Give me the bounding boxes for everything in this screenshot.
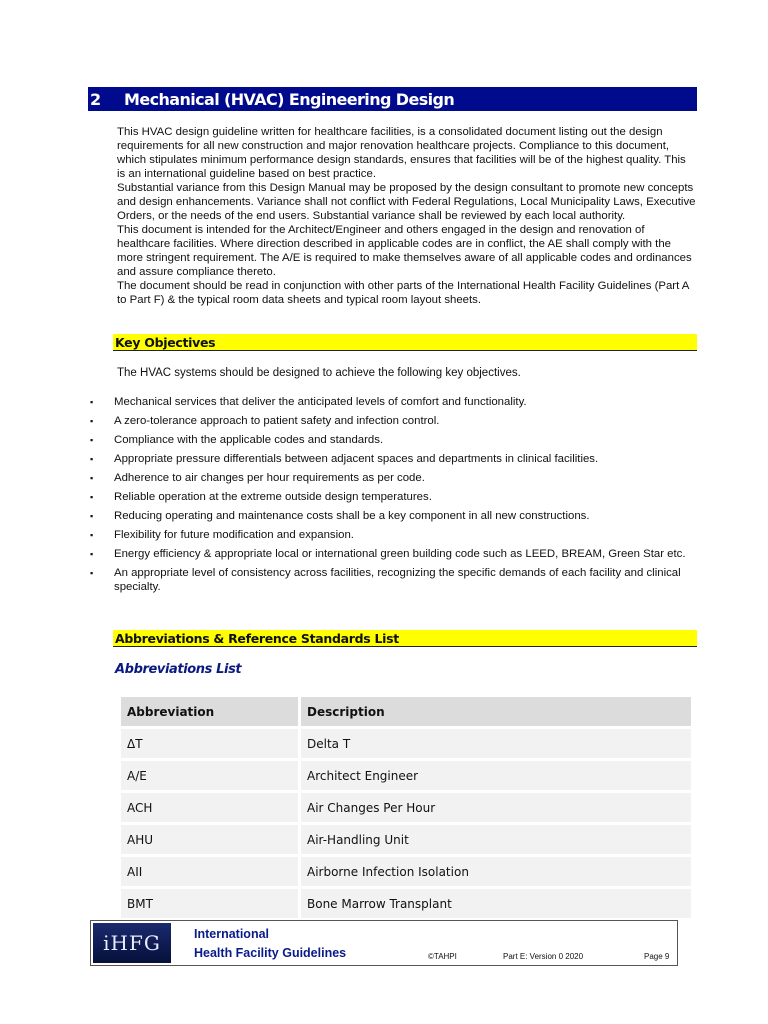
table-row <box>121 889 691 918</box>
bullet-icon: ▪ <box>90 473 94 483</box>
description-cell: Bone Marrow Transplant <box>301 889 691 918</box>
bullet-icon: ▪ <box>90 435 94 445</box>
description-cell: Architect Engineer <box>301 761 691 790</box>
objectives-list <box>90 395 690 599</box>
intro-text <box>117 125 697 307</box>
intro-paragraph: This HVAC design guideline written for healthcare facilities, is a consolidated document listing out the design requirements for all new construction and major renovation healthcare projects. Compliance to this document, which stipulates minimum performance design standards, ensures that facilities will be of the highest quality. This is an international guideline based on best practice. <box>117 126 686 180</box>
abbreviation-cell: AHU <box>121 825 298 854</box>
footer-part-version: Part E: Version 0 2020 <box>503 952 584 961</box>
list-item <box>90 433 690 447</box>
column-header-abbreviation: Abbreviation <box>121 697 298 726</box>
list-item-text: Compliance with the applicable codes and standards. <box>114 434 384 446</box>
abbreviation-cell: BMT <box>121 889 298 918</box>
abbreviation-cell: A/E <box>121 761 298 790</box>
list-item-text: Adherence to air changes per hour requirements as per code. <box>114 472 425 484</box>
list-item-text: Energy efficiency & appropriate local or international green building code such as LEED, BREAM, Green Star etc. <box>114 548 686 560</box>
description-cell: Air-Handling Unit <box>301 825 691 854</box>
table-header-row <box>121 697 691 726</box>
list-item <box>90 452 690 466</box>
page-footer <box>90 920 678 966</box>
abbreviation-cell: ACH <box>121 793 298 822</box>
footer-org-line1: International <box>194 927 270 941</box>
list-item-text: Appropriate pressure differentials between adjacent spaces and departments in clinical facilities. <box>114 453 599 465</box>
section-title: Mechanical (HVAC) Engineering Design <box>124 89 455 109</box>
abbreviations-heading: Abbreviations & Reference Standards List <box>113 630 697 647</box>
table-row <box>121 729 691 758</box>
bullet-icon: ▪ <box>90 397 94 407</box>
bullet-icon: ▪ <box>90 454 94 464</box>
footer-org-line2: Health Facility Guidelines <box>194 946 347 960</box>
list-item <box>90 490 690 504</box>
bullet-icon: ▪ <box>90 492 94 502</box>
abbreviations-table <box>118 694 694 921</box>
footer-copyright: ©TAHPI <box>428 952 457 961</box>
table-row <box>121 793 691 822</box>
bullet-icon: ▪ <box>90 549 94 559</box>
ihfg-logo: iHFG <box>93 923 171 963</box>
list-item-text: An appropriate level of consistency across facilities, recognizing the specific demands of each facility and clinical specialty. <box>114 567 681 593</box>
abbreviation-cell: AII <box>121 857 298 886</box>
bullet-icon: ▪ <box>90 568 94 578</box>
abbreviation-cell: ΔT <box>121 729 298 758</box>
key-objectives-heading: Key Objectives <box>113 334 697 351</box>
list-item <box>90 414 690 428</box>
list-item <box>90 471 690 485</box>
table-row <box>121 761 691 790</box>
key-objectives-lead: The HVAC systems should be designed to achieve the following key objectives. <box>117 367 521 379</box>
list-item-text: Reducing operating and maintenance costs shall be a key component in all new constructions. <box>114 510 590 522</box>
intro-paragraph: The document should be read in conjunction with other parts of the International Health Facility Guidelines (Part A to Part F) & the typical room data sheets and typical room layout sheets. <box>117 280 689 306</box>
list-item <box>90 566 690 594</box>
bullet-icon: ▪ <box>90 416 94 426</box>
section-number: 2 <box>90 89 102 109</box>
table-row <box>121 825 691 854</box>
list-item <box>90 395 690 409</box>
description-cell: Delta T <box>301 729 691 758</box>
description-cell: Air Changes Per Hour <box>301 793 691 822</box>
list-item-text: Flexibility for future modification and expansion. <box>114 529 354 541</box>
list-item <box>90 509 690 523</box>
intro-paragraph: This document is intended for the Architect/Engineer and others engaged in the design and renovation of healthcare facilities. Where direction described in applicable codes are in conflict, the AE shall comply with the more stringent requirement. The A/E is required to make themselves aware of all applicable codes and ordinances and assure compliance thereto. <box>117 224 692 278</box>
list-item-text: A zero-tolerance approach to patient safety and infection control. <box>114 415 440 427</box>
list-item-text: Reliable operation at the extreme outside design temperatures. <box>114 491 432 503</box>
list-item-text: Mechanical services that deliver the anticipated levels of comfort and functionality. <box>114 396 527 408</box>
list-item <box>90 528 690 542</box>
footer-page-number: Page 9 <box>644 952 670 961</box>
column-header-description: Description <box>301 697 691 726</box>
bullet-icon: ▪ <box>90 530 94 540</box>
description-cell: Airborne Infection Isolation <box>301 857 691 886</box>
intro-paragraph: Substantial variance from this Design Manual may be proposed by the design consultant to promote new concepts and design enhancements. Variance shall not conflict with Federal Regulations, Local Municipality Laws, Executive Orders, or the needs of the end users. Substantial variance shall be reviewed by each local authority. <box>117 182 696 222</box>
table-row <box>121 857 691 886</box>
section-header <box>88 87 697 111</box>
bullet-icon: ▪ <box>90 511 94 521</box>
list-item <box>90 547 690 561</box>
abbreviations-subheading: Abbreviations List <box>115 662 242 677</box>
